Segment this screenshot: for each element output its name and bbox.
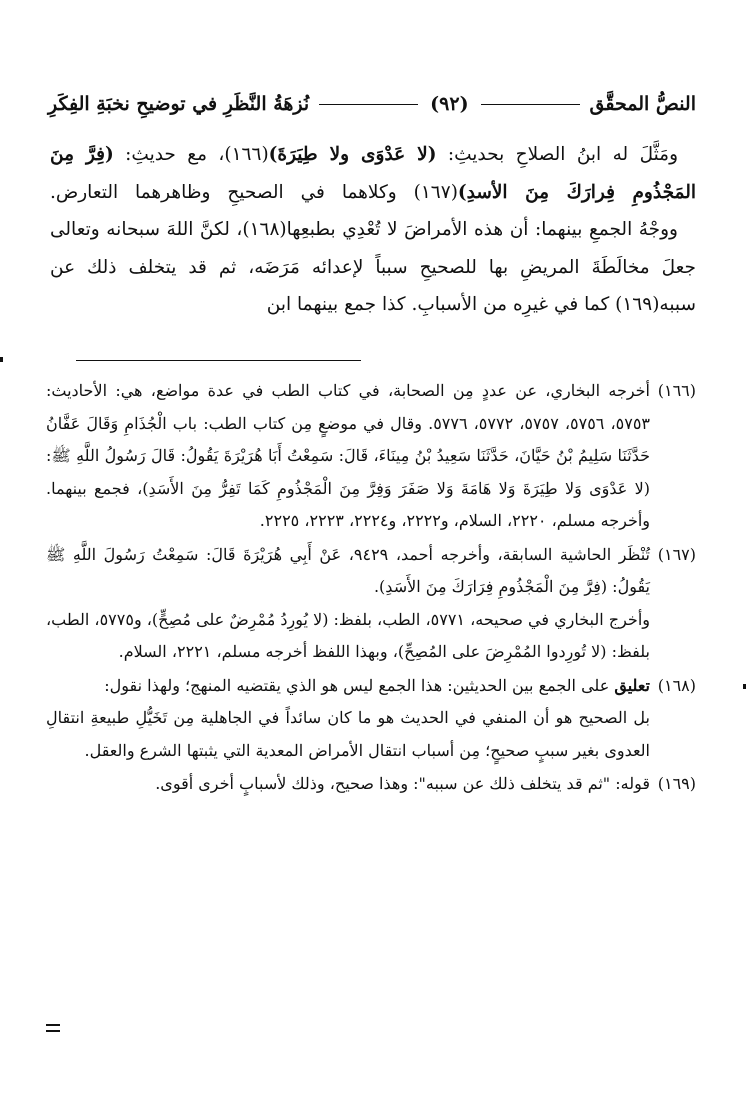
edge-mark bbox=[0, 357, 3, 362]
header-rule-right bbox=[481, 104, 580, 105]
page-number: (٩٢) bbox=[430, 93, 469, 115]
footnote-number: (١٦٩) bbox=[657, 774, 696, 793]
footnote-number: (١٦٨) bbox=[657, 675, 696, 695]
footnote-166 bbox=[46, 375, 696, 538]
hadith-flee-leper: (فِرَّ مِنَ المَجْذُومِ فِرارَكَ مِنَ الأسدِ) bbox=[50, 144, 696, 203]
footnote-lead: تعليق bbox=[614, 675, 650, 695]
footnote-paragraph: أخرجه البخاري، عن عددٍ مِن الصحابة، في كتاب الطب في عدة مواضع، هي: الأحاديث: ٥٧٥٣، ٥٧٥٦، ٥٧٥٧، ٥٧٧٢، ٥٧٧٦. وقال في موضعٍ مِن كتاب الطب: باب الْجُذَامِ وَقَالَ عَفَّانُ حَدَّثَنَا سَلِيمُ بْنُ حَيَّانَ، حَدَّثَنَا سَعِيدُ بْنُ مِينَاءَ، قَالَ: سَمِعْتُ أَبَا هُرَيْرَةَ يَقُولُ: قَالَ رَسُولُ اللَّهِ ﷺ: (لا عَدْوَى وَلا طِيَرَةَ وَلا هَامَةَ وَلا صَفَرَ وَفِرَّ مِنَ الْمَجْذُومِ كَمَا تَفِرُّ مِنَ الأَسَدِ)، فجمع بينهما. وأخرجه مسلم، ٢٢٢٠، السلام، و٢٢٢٢، و٢٢٢٤، ٢٢٢٣، ٢٢٢٥. bbox=[46, 381, 650, 530]
p1-text-e: (١٦٧) وكلاهما في الصحيحِ وظاهرهما التعارض. bbox=[50, 181, 458, 203]
body-paragraph-2 bbox=[50, 211, 696, 324]
footnote-paragraph: وأخرج البخاري في صحيحه، ٥٧٧١، الطب، بلفظ: (لا يُورِدُ مُمْرِضٌ على مُصِحٍّ)، و٥٧٧٥، الطب، بلفظ: (لا تُورِدوا المُمْرِضَ على المُصِحِّ)، وبهذا اللفظ أخرجه مسلم، ٢٢٢١، السلام. bbox=[46, 609, 650, 661]
body-paragraph-1 bbox=[50, 136, 696, 211]
header-right-title: النصُّ المحقَّق bbox=[589, 93, 696, 115]
header-rule-left bbox=[319, 104, 418, 105]
footnote-168 bbox=[46, 670, 696, 768]
end-mark bbox=[46, 1030, 60, 1032]
footnote-paragraph: قوله: "ثم قد يتخلف ذلك عن سببه": وهذا صحيح، وذلك لأسبابٍ أخرى أقوى. bbox=[155, 774, 650, 793]
footnote-169 bbox=[46, 768, 696, 801]
p1-text-a: ومَثَّلَ له ابنُ الصلاحِ بحديثِ: bbox=[436, 144, 679, 165]
footnote-separator bbox=[76, 360, 361, 361]
footnote-paragraph: تُنْظَر الحاشية السابقة، وأخرجه أحمد، ٩٤٢٩، عَنْ أَبِي هُرَيْرَةَ قَالَ: سَمِعْتُ رَسُولَ اللَّهِ ﷺ يَقُولُ: (فِرَّ مِنَ الْمَجْذُومِ فِرَارَكَ مِنَ الأَسَدِ). bbox=[46, 544, 651, 596]
footnote-number: (١٦٧) bbox=[657, 544, 696, 564]
main-text bbox=[50, 136, 696, 324]
p1-text-c: (١٦٦)، مع حديثِ: bbox=[113, 144, 269, 165]
running-header bbox=[48, 84, 696, 124]
footnote-number: (١٦٦) bbox=[657, 381, 696, 400]
footnotes bbox=[46, 375, 696, 801]
footnote-paragraph: بل الصحيح هو أن المنفي في الحديث هو ما كان سائداً في الجاهلية مِن تَخَيُّلِ طبيعةِ انتقالِ العدوى بغير سببٍ صحيحٍ؛ مِن أسباب انتقال الأمراض المعدية التي يثبتها الشرع والعقل. bbox=[46, 708, 650, 760]
hadith-no-contagion: (لا عَدْوَى ولا طِيَرَةَ) bbox=[268, 144, 437, 165]
p2-text: ووجْهُ الجمعِ بينهما: أن هذه الأمراضَ لا تُعْدِي بطبعِها(١٦٨)، لكنَّ اللهَ سبحانه وتعالى جعلَ مخالَطَةَ المريضِ بها للصحيحِ سبباً لإعدائه مَرَضَه، ثم قد يتخلف ذلك عن سببه(١٦٩) كما في غيرِه من الأسبابِ. كذا جمع بينهما ابن bbox=[50, 219, 696, 315]
footnote-paragraph-text: على الجمع بين الحديثين: هذا الجمع ليس هو الذي يقتضيه المنهج؛ ولهذا نقول: bbox=[104, 675, 610, 695]
footnote-paragraph bbox=[46, 670, 650, 703]
header-left-title: نُزهَةُ النَّظَرِ في توضيحِ نخبَةِ الفِكَرِ bbox=[47, 93, 310, 115]
footnote-167 bbox=[46, 539, 696, 669]
end-mark bbox=[46, 1024, 60, 1026]
